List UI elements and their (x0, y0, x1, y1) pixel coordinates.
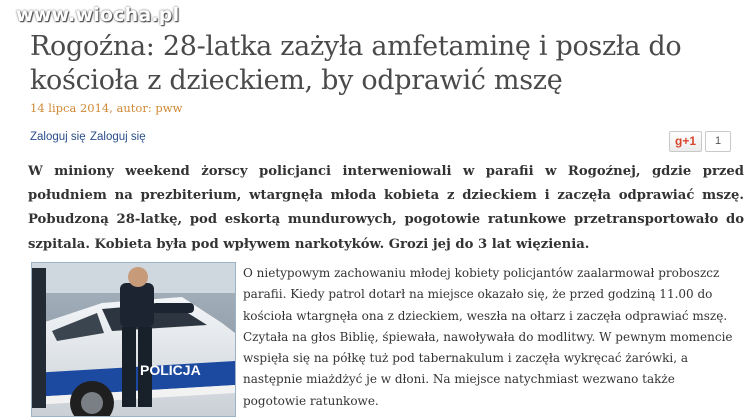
article-body: O nietypowym zachowaniu młodej kobiety policjantów zaalarmował proboszcz parafii. Kiedy patrol dotarł na miejsce okazało się, że przed godziną 11.00 do kościoła wtargnęła ona z dzieckiem, weszła na ołtarz i zaczęła odprawiać mszę. Czytała na głos Biblię, śpiewała, nawoływała do modlitwy. W pewnym momencie wspięła się na półkę tuż pod tabernakulum i zaczęła wykręcać żarówki, a następnie miażdżyć je w dłoni. Na miejsce natychmiast wezwano także pogotowie ratunkowe. (243, 266, 733, 408)
article-meta: 14 lipca 2014, autor: pww (30, 101, 183, 115)
login-link-1[interactable]: Zaloguj się (30, 131, 86, 143)
article-title: Rogoźna: 28-latka zażyła amfetaminę i poszła do kościoła z dzieckiem, by odprawić mszę (30, 31, 682, 96)
article-photo (31, 262, 236, 417)
google-plus-count: 1 (705, 131, 731, 152)
login-link-2[interactable]: Zaloguj się (90, 131, 146, 143)
police-label: POLICJA (140, 362, 201, 378)
police-car-photo-icon (32, 263, 235, 416)
site-watermark: www.wiocha.pl (16, 4, 180, 26)
google-plus-button[interactable]: g+1 (669, 131, 702, 152)
article-lead: W miniony weekend żorscy policjanci interweniowali w parafii w Rogoźnej, gdzie przed południem na prezbiterium, wtargnęła młoda kobieta z dzieckiem i zaczęła odprawiać mszę. Pobudzoną 28-latkę, pod eskortą mundurowych, pogotowie ratunkowe przetransportowało do szpitala. Kobieta była pod wpływem narkotyków. Grozi jej do 3 lat więzienia. (28, 164, 744, 252)
